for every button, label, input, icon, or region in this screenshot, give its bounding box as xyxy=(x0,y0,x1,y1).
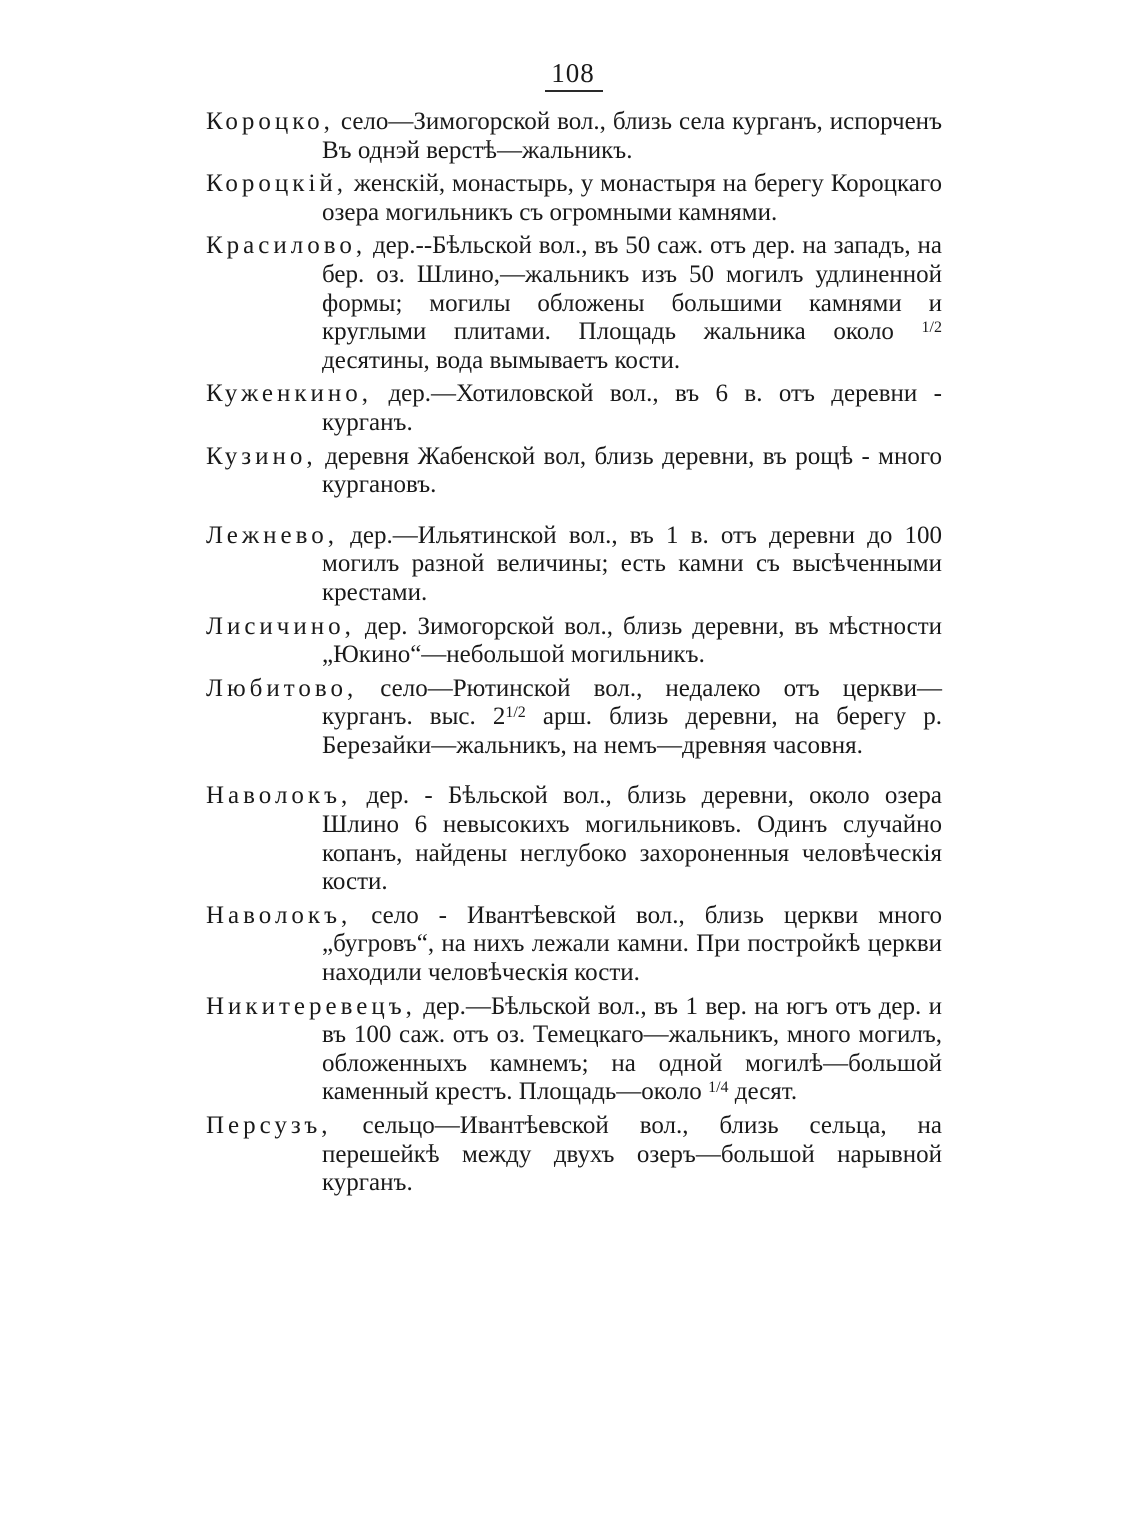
entry xyxy=(206,443,942,500)
entry-text: дер.—Ильятинской вол., въ 1 в. отъ деревни до 100 могилъ разной величины; есть камни съ высѣченными крестами. xyxy=(322,521,942,606)
entry xyxy=(206,380,942,437)
entry-text: село—Рютинской вол., недалеко отъ церкви—курганъ. выс. 2 xyxy=(322,674,942,731)
entry-text: деревня Жабенской вол, близь деревни, въ рощѣ - много кургановъ. xyxy=(316,442,942,499)
entry-text: дер.—Хотиловской вол., въ 6 в. отъ деревни - курганъ. xyxy=(322,380,942,436)
entry-headword: Короцкій, xyxy=(206,170,348,198)
entry-headword: Наволокъ, xyxy=(206,901,352,929)
entry-text: десятины, вода вымываетъ кости. xyxy=(322,346,681,374)
entry-headword: Персузъ, xyxy=(206,1112,332,1139)
entry-headword: Наволокъ, xyxy=(206,782,352,810)
entry-text: дер.—Бѣльской вол., въ 1 вер. на югъ отъ дер. и въ 100 саж. отъ оз. Темецкаго—жальникъ, много могилъ, обложенныхъ камнемъ; на одной могилѣ—большой каменный крестъ. Площадь—около xyxy=(322,992,942,1106)
entry-headword: Лисичино, xyxy=(206,612,355,640)
entry-fraction: 1/4 xyxy=(708,1079,729,1097)
entry xyxy=(206,232,942,375)
entry-fraction: 1/2 xyxy=(505,704,526,722)
entry xyxy=(206,170,942,227)
entry xyxy=(206,782,942,896)
entry-headword: Лежнево, xyxy=(206,521,339,549)
entry xyxy=(206,675,942,761)
entry-text: дер. - Бѣльской вол., близь деревни, около озера Шлино 6 невысокихъ могильниковъ. Одинъ случайно копанъ, найдены неглубоко захороненныя человѣческія кости. xyxy=(322,782,942,896)
entry-headword: Короцко, xyxy=(206,108,334,135)
entry-text: женскій, монастырь, у монастыря на берегу Короцкаго озера могильникъ съ огромными камнями. xyxy=(322,170,942,226)
entry xyxy=(206,1112,942,1198)
entry xyxy=(206,993,942,1107)
entry-text: сельцо—Ивантѣевской вол., близь сельца, на перешейкѣ между двухъ озеръ—большой нарывной курганъ. xyxy=(322,1112,942,1197)
entry-text: дер.--Бѣльской вол., въ 50 саж. отъ дер. на западъ, на бер. оз. Шлино,—жальникъ изъ 50 могилъ удлиненной формы; могилы обложены большими камнями и круглыми плитами. Площадь жальника около xyxy=(322,232,942,346)
entry-text: десят. xyxy=(728,1078,798,1106)
entry-fraction: 1/2 xyxy=(921,319,942,337)
entry-headword: Никитеревецъ, xyxy=(206,992,416,1020)
entry xyxy=(206,522,942,608)
page-number-rule xyxy=(545,90,603,92)
entry-text: село - Ивантѣевской вол., близь церкви много „бугровъ“, на нихъ лежали камни. При постройкѣ церкви находили человѣческія кости. xyxy=(322,901,942,987)
gazetteer-entries xyxy=(206,108,942,1203)
entry xyxy=(206,902,942,988)
entry-headword: Кузино, xyxy=(206,442,317,470)
entry-text: село—Зимогорской вол., близь села курганъ, испорченъ Въ однэй верстѣ—жальникъ. xyxy=(322,108,942,164)
entry-headword: Куженкино, xyxy=(206,380,373,408)
entry xyxy=(206,613,942,670)
entry-headword: Красилово, xyxy=(206,232,367,260)
entry-text: арш. близь деревни, на берегу р. Березайки—жальникъ, на немъ—древняя часовня. xyxy=(322,703,942,759)
entry-text: дер. Зимогорской вол., близь деревни, въ мѣстности „Юкино“—небольшой могильникъ. xyxy=(322,612,942,669)
entry xyxy=(206,108,942,165)
entry-headword: Любитово, xyxy=(206,674,358,702)
page-number: 108 xyxy=(551,58,595,88)
